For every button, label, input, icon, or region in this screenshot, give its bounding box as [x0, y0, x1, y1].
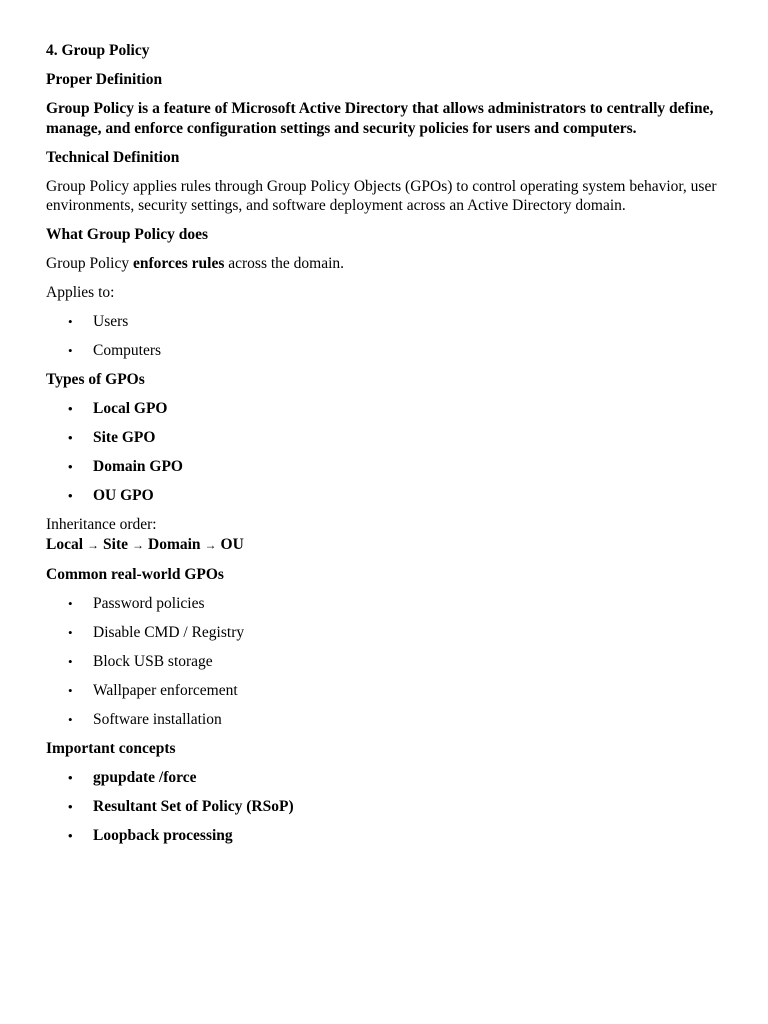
common-gpos-list: [46, 594, 728, 730]
list-item: [46, 486, 728, 506]
sentence-end: across the domain.: [224, 255, 345, 272]
types-of-gpos-heading: Types of GPOs: [46, 371, 145, 388]
list-item-text: Computers: [93, 342, 162, 359]
arrow-right-icon: →: [87, 537, 100, 552]
inheritance-step: Domain: [148, 535, 201, 553]
list-item: [46, 312, 728, 332]
bullet-icon: •: [68, 314, 73, 329]
proper-definition-text: Group Policy is a feature of Microsoft Active Directory that allows administrators to centrally define, manage, and enforce configuration settings and security policies for users and computers.: [46, 100, 714, 137]
bullet-icon: •: [68, 624, 73, 640]
section-title: 4. Group Policy: [46, 42, 150, 59]
list-item-text: Resultant Set of Policy (RSoP): [93, 797, 294, 815]
list-item-text: gpupdate /force: [93, 768, 197, 786]
list-item-text: Loopback processing: [93, 826, 233, 844]
list-item-text: Password policies: [93, 594, 205, 612]
bullet-icon: •: [68, 711, 73, 727]
technical-definition-text: Group Policy applies rules through Group Policy Objects (GPOs) to control operating system behavior, user environments, security settings, and software deployment across an Active Directory domain.: [46, 177, 717, 214]
arrow-right-icon: →: [132, 537, 144, 552]
bullet-icon: •: [68, 401, 73, 416]
arrow-right-icon: →: [204, 537, 217, 552]
bullet-icon: •: [68, 798, 73, 814]
bullet-icon: •: [68, 343, 73, 358]
list-item: [46, 428, 728, 448]
applies-to-list: [46, 312, 728, 361]
proper-definition-heading: Proper Definition: [46, 71, 163, 88]
sentence-start: Group Policy: [46, 255, 133, 272]
list-item: [46, 652, 728, 672]
common-gpos-heading: Common real-world GPOs: [46, 565, 224, 583]
list-item: [46, 710, 728, 730]
gpo-types-list: [46, 399, 728, 506]
list-item: [46, 768, 728, 788]
bullet-icon: •: [68, 769, 73, 785]
inheritance-order-label: Inheritance order:: [46, 516, 157, 533]
list-item-text: Local GPO: [93, 400, 168, 417]
bullet-icon: •: [68, 827, 73, 843]
list-item: [46, 681, 728, 701]
list-item: [46, 457, 728, 477]
bullet-icon: •: [68, 653, 73, 669]
list-item: [46, 594, 728, 614]
list-item: [46, 623, 728, 643]
inheritance-order-chain: [46, 535, 728, 556]
sentence-emphasis: enforces rules: [132, 255, 225, 272]
list-item-text: Software installation: [93, 710, 222, 728]
list-item: [46, 341, 728, 361]
list-item-text: Domain GPO: [93, 458, 183, 475]
enforces-rules-sentence: [46, 254, 728, 274]
list-item-text: Site GPO: [93, 429, 156, 446]
inheritance-order: [46, 515, 728, 555]
inheritance-step: OU: [220, 535, 244, 553]
list-item-text: Wallpaper enforcement: [93, 681, 238, 699]
technical-definition-heading: Technical Definition: [46, 148, 180, 166]
list-item-text: Users: [93, 313, 129, 330]
inheritance-step: Local: [46, 535, 84, 553]
list-item-text: Block USB storage: [93, 652, 213, 670]
bullet-icon: •: [68, 488, 73, 503]
bullet-icon: •: [68, 682, 73, 698]
what-group-policy-does-heading: What Group Policy does: [46, 226, 209, 243]
applies-to-label: Applies to:: [46, 284, 115, 301]
important-concepts-heading: Important concepts: [46, 739, 176, 757]
list-item: [46, 399, 728, 419]
bullet-icon: •: [68, 595, 73, 611]
list-item-text: Disable CMD / Registry: [93, 623, 245, 641]
list-item: [46, 797, 728, 817]
bullet-icon: •: [68, 459, 73, 474]
bullet-icon: •: [68, 430, 73, 445]
list-item: [46, 826, 728, 846]
important-concepts-list: [46, 768, 728, 846]
inheritance-step: Site: [103, 535, 128, 553]
list-item-text: OU GPO: [93, 487, 154, 504]
